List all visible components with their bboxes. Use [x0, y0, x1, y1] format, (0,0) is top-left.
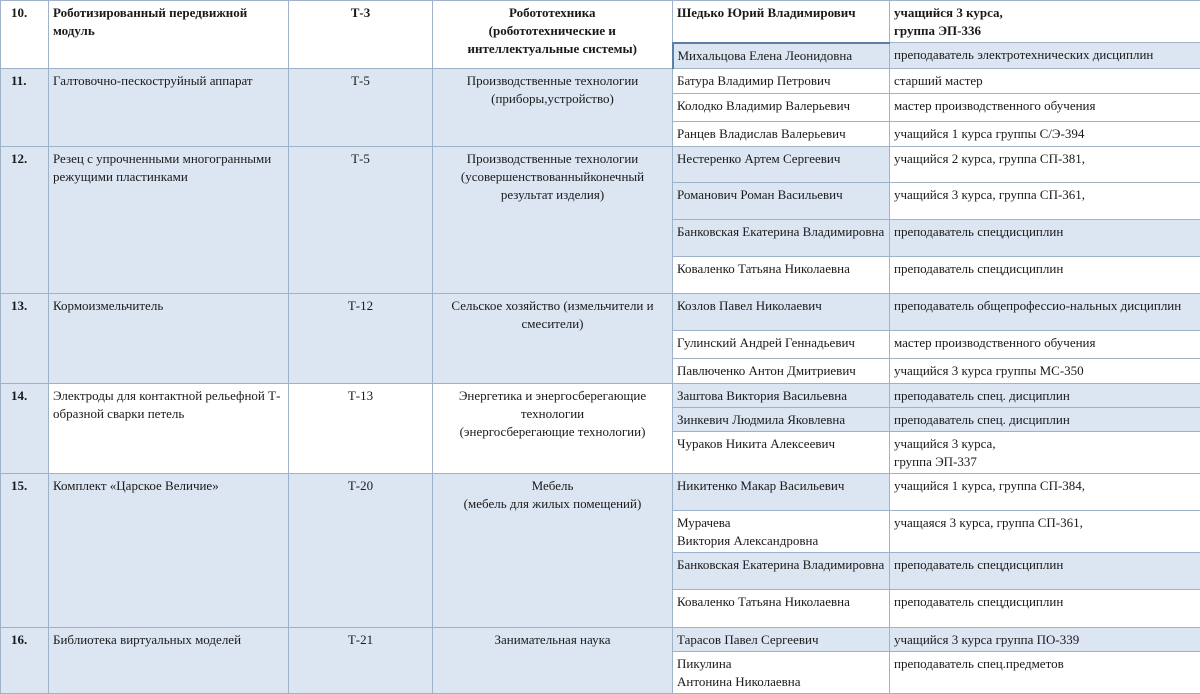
row-number: 16.	[1, 628, 49, 694]
person-name: Шедько Юрий Владимирович	[673, 1, 890, 43]
row-number: 10.	[1, 1, 49, 69]
project-name: Резец с упрочненными многогранными режущими пластинками	[49, 147, 289, 294]
person-role: преподаватель спецдисциплин	[890, 590, 1200, 628]
person-name: Зинкевич Людмила Яковлевна	[673, 408, 890, 432]
project-category: Робототехника (робототехнические и интеллектуальные системы)	[433, 1, 673, 69]
row-number: 14.	[1, 384, 49, 474]
person-role: учащийся 3 курса, группа ЭП-336	[890, 1, 1200, 43]
project-code: Т-12	[289, 294, 433, 384]
table-row	[1, 474, 1200, 511]
person-name: Коваленко Татьяна Николаевна	[673, 590, 890, 628]
person-role: мастер производственного обучения	[890, 331, 1200, 359]
table-row	[1, 69, 1200, 94]
project-code: Т-5	[289, 69, 433, 147]
person-name: Нестеренко Артем Сергеевич	[673, 147, 890, 183]
project-name: Галтовочно-пескоструйный аппарат	[49, 69, 289, 147]
person-role: учащаяся 3 курса, группа СП-361,	[890, 511, 1200, 553]
project-category: Производственные технологии (усовершенствованныйконечный результат изделия)	[433, 147, 673, 294]
project-category: Занимательная наука	[433, 628, 673, 694]
person-role: преподаватель общепрофессио-нальных дисциплин	[890, 294, 1200, 331]
project-category: Мебель (мебель для жилых помещений)	[433, 474, 673, 628]
project-category: Производственные технологии (приборы,устройство)	[433, 69, 673, 147]
row-number: 13.	[1, 294, 49, 384]
person-name: Ранцев Владислав Валерьевич	[673, 122, 890, 147]
person-name: Павлюченко Антон Дмитриевич	[673, 359, 890, 384]
person-role: преподаватель спецдисциплин	[890, 257, 1200, 294]
project-code: Т-21	[289, 628, 433, 694]
person-name: Заштова Виктория Васильевна	[673, 384, 890, 408]
project-category: Сельское хозяйство (измельчители и смесители)	[433, 294, 673, 384]
person-name: Пикулина Антонина Николаевна	[673, 652, 890, 694]
person-role: преподаватель спецдисциплин	[890, 220, 1200, 257]
table-row	[1, 294, 1200, 331]
person-role: преподаватель спец. дисциплин	[890, 408, 1200, 432]
person-name: Тарасов Павел Сергеевич	[673, 628, 890, 652]
project-category: Энергетика и энергосберегающие технологии (энергосберегающие технологии)	[433, 384, 673, 474]
person-role: учащийся 3 курса, группа ЭП-337	[890, 432, 1200, 474]
person-role: учащийся 1 курса, группа СП-384,	[890, 474, 1200, 511]
person-role: учащийся 3 курса, группа СП-361,	[890, 183, 1200, 220]
project-code: Т-20	[289, 474, 433, 628]
table-row	[1, 384, 1200, 408]
person-name: Батура Владимир Петрович	[673, 69, 890, 94]
row-number: 12.	[1, 147, 49, 294]
row-number: 15.	[1, 474, 49, 628]
project-code: Т-3	[289, 1, 433, 69]
project-name: Кормоизмельчитель	[49, 294, 289, 384]
person-name: Никитенко Макар Васильевич	[673, 474, 890, 511]
person-role: учащийся 3 курса группы МС-350	[890, 359, 1200, 384]
table-row	[1, 147, 1200, 183]
table-row	[1, 1, 1200, 43]
person-name: Банковская Екатерина Владимировна	[673, 553, 890, 590]
person-role: учащийся 1 курса группы С/Э-394	[890, 122, 1200, 147]
row-number: 11.	[1, 69, 49, 147]
project-code: Т-13	[289, 384, 433, 474]
person-role: преподаватель электротехнических дисциплин	[890, 43, 1200, 69]
person-name: Коваленко Татьяна Николаевна	[673, 257, 890, 294]
person-role: учащийся 2 курса, группа СП-381,	[890, 147, 1200, 183]
project-name: Электроды для контактной рельефной Т-образной сварки петель	[49, 384, 289, 474]
person-role: мастер производственного обучения	[890, 94, 1200, 122]
project-name: Библиотека виртуальных моделей	[49, 628, 289, 694]
person-name: Мурачева Виктория Александровна	[673, 511, 890, 553]
person-name: Романович Роман Васильевич	[673, 183, 890, 220]
person-name: Гулинский Андрей Геннадьевич	[673, 331, 890, 359]
table-row	[1, 628, 1200, 652]
project-code: Т-5	[289, 147, 433, 294]
person-name: Чураков Никита Алексеевич	[673, 432, 890, 474]
person-role: преподаватель спец. дисциплин	[890, 384, 1200, 408]
person-role: старший мастер	[890, 69, 1200, 94]
person-role: преподаватель спецдисциплин	[890, 553, 1200, 590]
person-name: Колодко Владимир Валерьевич	[673, 94, 890, 122]
person-name: Козлов Павел Николаевич	[673, 294, 890, 331]
project-name: Роботизированный передвижной модуль	[49, 1, 289, 69]
person-name: Банковская Екатерина Владимировна	[673, 220, 890, 257]
person-name: Михальцова Елена Леонидовна	[673, 43, 890, 69]
project-name: Комплект «Царское Величие»	[49, 474, 289, 628]
person-role: учащийся 3 курса группа ПО-339	[890, 628, 1200, 652]
person-role: преподаватель спец.предметов	[890, 652, 1200, 694]
